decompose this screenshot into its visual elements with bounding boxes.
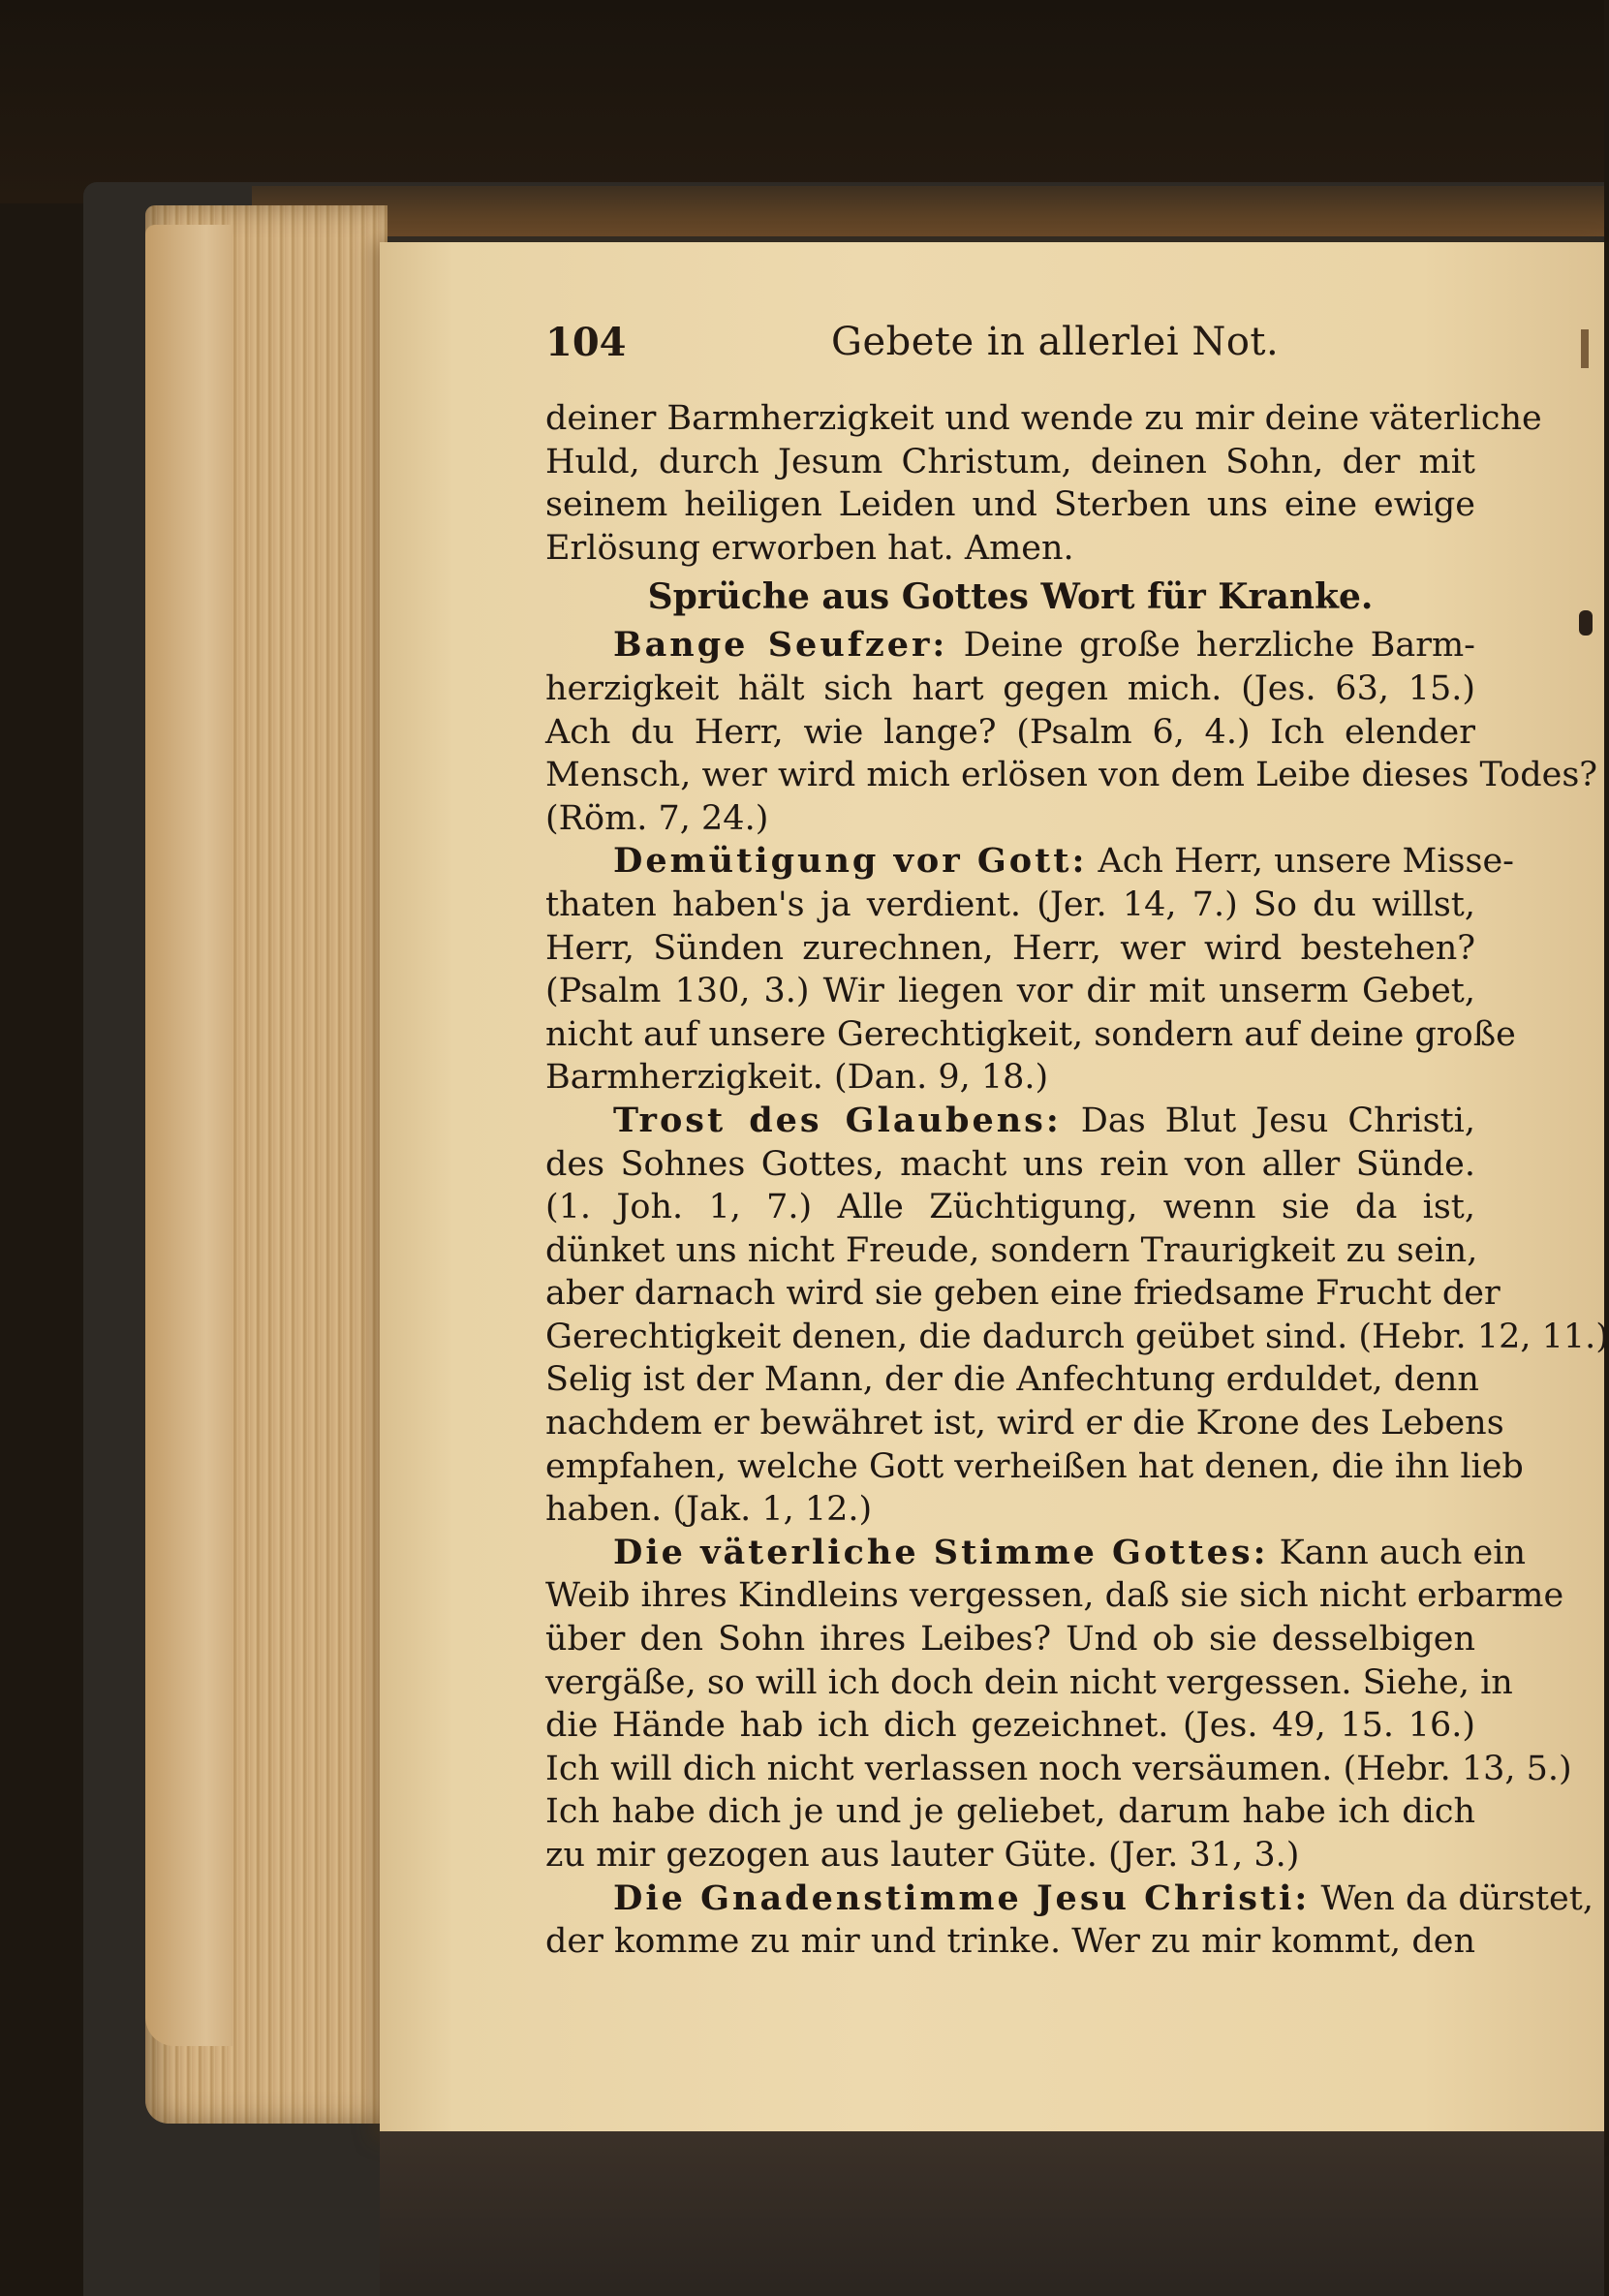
text-line: nachdem er bewähret ist, wird er die Krone des Lebens [545, 1404, 1504, 1443]
book-cover-top-edge [252, 186, 1604, 236]
text-line: des Sohnes Gottes, macht uns rein von aller Sünde. [545, 1144, 1475, 1184]
section-first-line-text: Kann auch ein [1279, 1533, 1527, 1572]
section-first-line [545, 624, 1475, 667]
section-first-line-text: Ach Herr, unsere Misse- [1098, 842, 1514, 882]
section-label: Trost des Glaubens: [613, 1100, 1062, 1140]
section-first-line-text: Das Blut Jesu Christi, [1080, 1101, 1475, 1140]
text-line: Erlösung erworben hat. Amen. [545, 528, 1074, 568]
text-line: Ich habe dich je und je geliebet, darum habe ich dich [545, 1792, 1475, 1832]
running-head-title: Gebete in allerlei Not. [831, 320, 1280, 364]
text-line: Huld, durch Jesum Christum, deinen Sohn, der mit [545, 442, 1475, 481]
section-first-line [545, 1100, 1475, 1143]
page-number: 104 [545, 320, 627, 365]
background [0, 0, 1604, 203]
text-line: thaten haben's ja verdient. (Jer. 14, 7.) So du willst, [545, 884, 1475, 924]
page-body [545, 397, 1609, 1964]
section-label: Die Gnadenstimme Jesu Christi: [613, 1877, 1311, 1918]
text-line: der komme zu mir und trinke. Wer zu mir kommt, den [545, 1922, 1475, 1962]
text-line: herzigkeit hält sich hart gegen mich. (Jes. 63, 15.) [545, 668, 1475, 708]
section-label: Demütigung vor Gott: [613, 841, 1088, 882]
text-line: Herr, Sünden zurechnen, Herr, wer wird bestehen? [545, 928, 1475, 968]
text-line: Ich will dich nicht verlassen noch versäumen. (Hebr. 13, 5.) [545, 1749, 1572, 1788]
text-line: über den Sohn ihres Leibes? Und ob sie desselbigen [545, 1620, 1475, 1660]
section-first-line [545, 840, 1514, 884]
section-heading: Sprüche aus Gottes Wort für Kranke. [647, 576, 1374, 618]
text-line: nicht auf unsere Gerechtigkeit, sondern auf deine große [545, 1014, 1516, 1054]
running-head [545, 320, 1475, 378]
text-line: (1. Joh. 1, 7.) Alle Züchtigung, wenn sie da ist, [545, 1188, 1475, 1227]
text-line: aber darnach wird sie geben eine friedsame Frucht der [545, 1274, 1501, 1314]
right-page-edge-mark [1579, 610, 1593, 636]
text-line: Selig ist der Mann, der die Anfechtung erduldet, denn [545, 1360, 1479, 1400]
right-page-edge [1581, 329, 1589, 368]
text-line: deiner Barmherzigkeit und wende zu mir deine väterliche [545, 399, 1542, 438]
text-line: vergäße, so will ich doch dein nicht vergessen. Siehe, in [545, 1662, 1513, 1702]
page-block-side [145, 225, 232, 2046]
section-label: Bange Seufzer: [613, 625, 948, 666]
section-label: Die väterliche Stimme Gottes: [613, 1532, 1269, 1572]
text-line: Barmherzigkeit. (Dan. 9, 18.) [545, 1058, 1049, 1098]
text-line: (Röm. 7, 24.) [545, 798, 769, 838]
text-line: Gerechtigkeit denen, die dadurch geübet sind. (Hebr. 12, 11.) [545, 1317, 1609, 1356]
book-bottom-shadow [380, 2131, 1604, 2296]
text-line: Mensch, wer wird mich erlösen von dem Leibe dieses Todes? [545, 756, 1598, 795]
text-line: Ach du Herr, wie lange? (Psalm 6, 4.) Ich elender [545, 712, 1475, 752]
section-first-line [545, 1877, 1594, 1921]
text-line: dünket uns nicht Freude, sondern Traurigkeit zu sein, [545, 1230, 1478, 1270]
text-line: seinem heiligen Leiden und Sterben uns eine ewige [545, 485, 1475, 525]
text-line: haben. (Jak. 1, 12.) [545, 1490, 873, 1530]
section-first-line-text: Deine große herzliche Barm- [963, 626, 1475, 666]
text-line: Weib ihres Kindleins vergessen, daß sie sich nicht erbarme [545, 1576, 1564, 1616]
text-line: empfahen, welche Gott verheißen hat denen, die ihn lieb [545, 1446, 1524, 1486]
text-line: zu mir gezogen aus lauter Güte. (Jer. 31, 3.) [545, 1836, 1300, 1875]
section-first-line-text: Wen da dürstet, [1320, 1878, 1594, 1918]
text-line: die Hände hab ich dich gezeichnet. (Jes. 49, 15. 16.) [545, 1706, 1475, 1746]
section-first-line [545, 1532, 1527, 1575]
text-line: (Psalm 130, 3.) Wir liegen vor dir mit unserm Gebet, [545, 972, 1475, 1011]
